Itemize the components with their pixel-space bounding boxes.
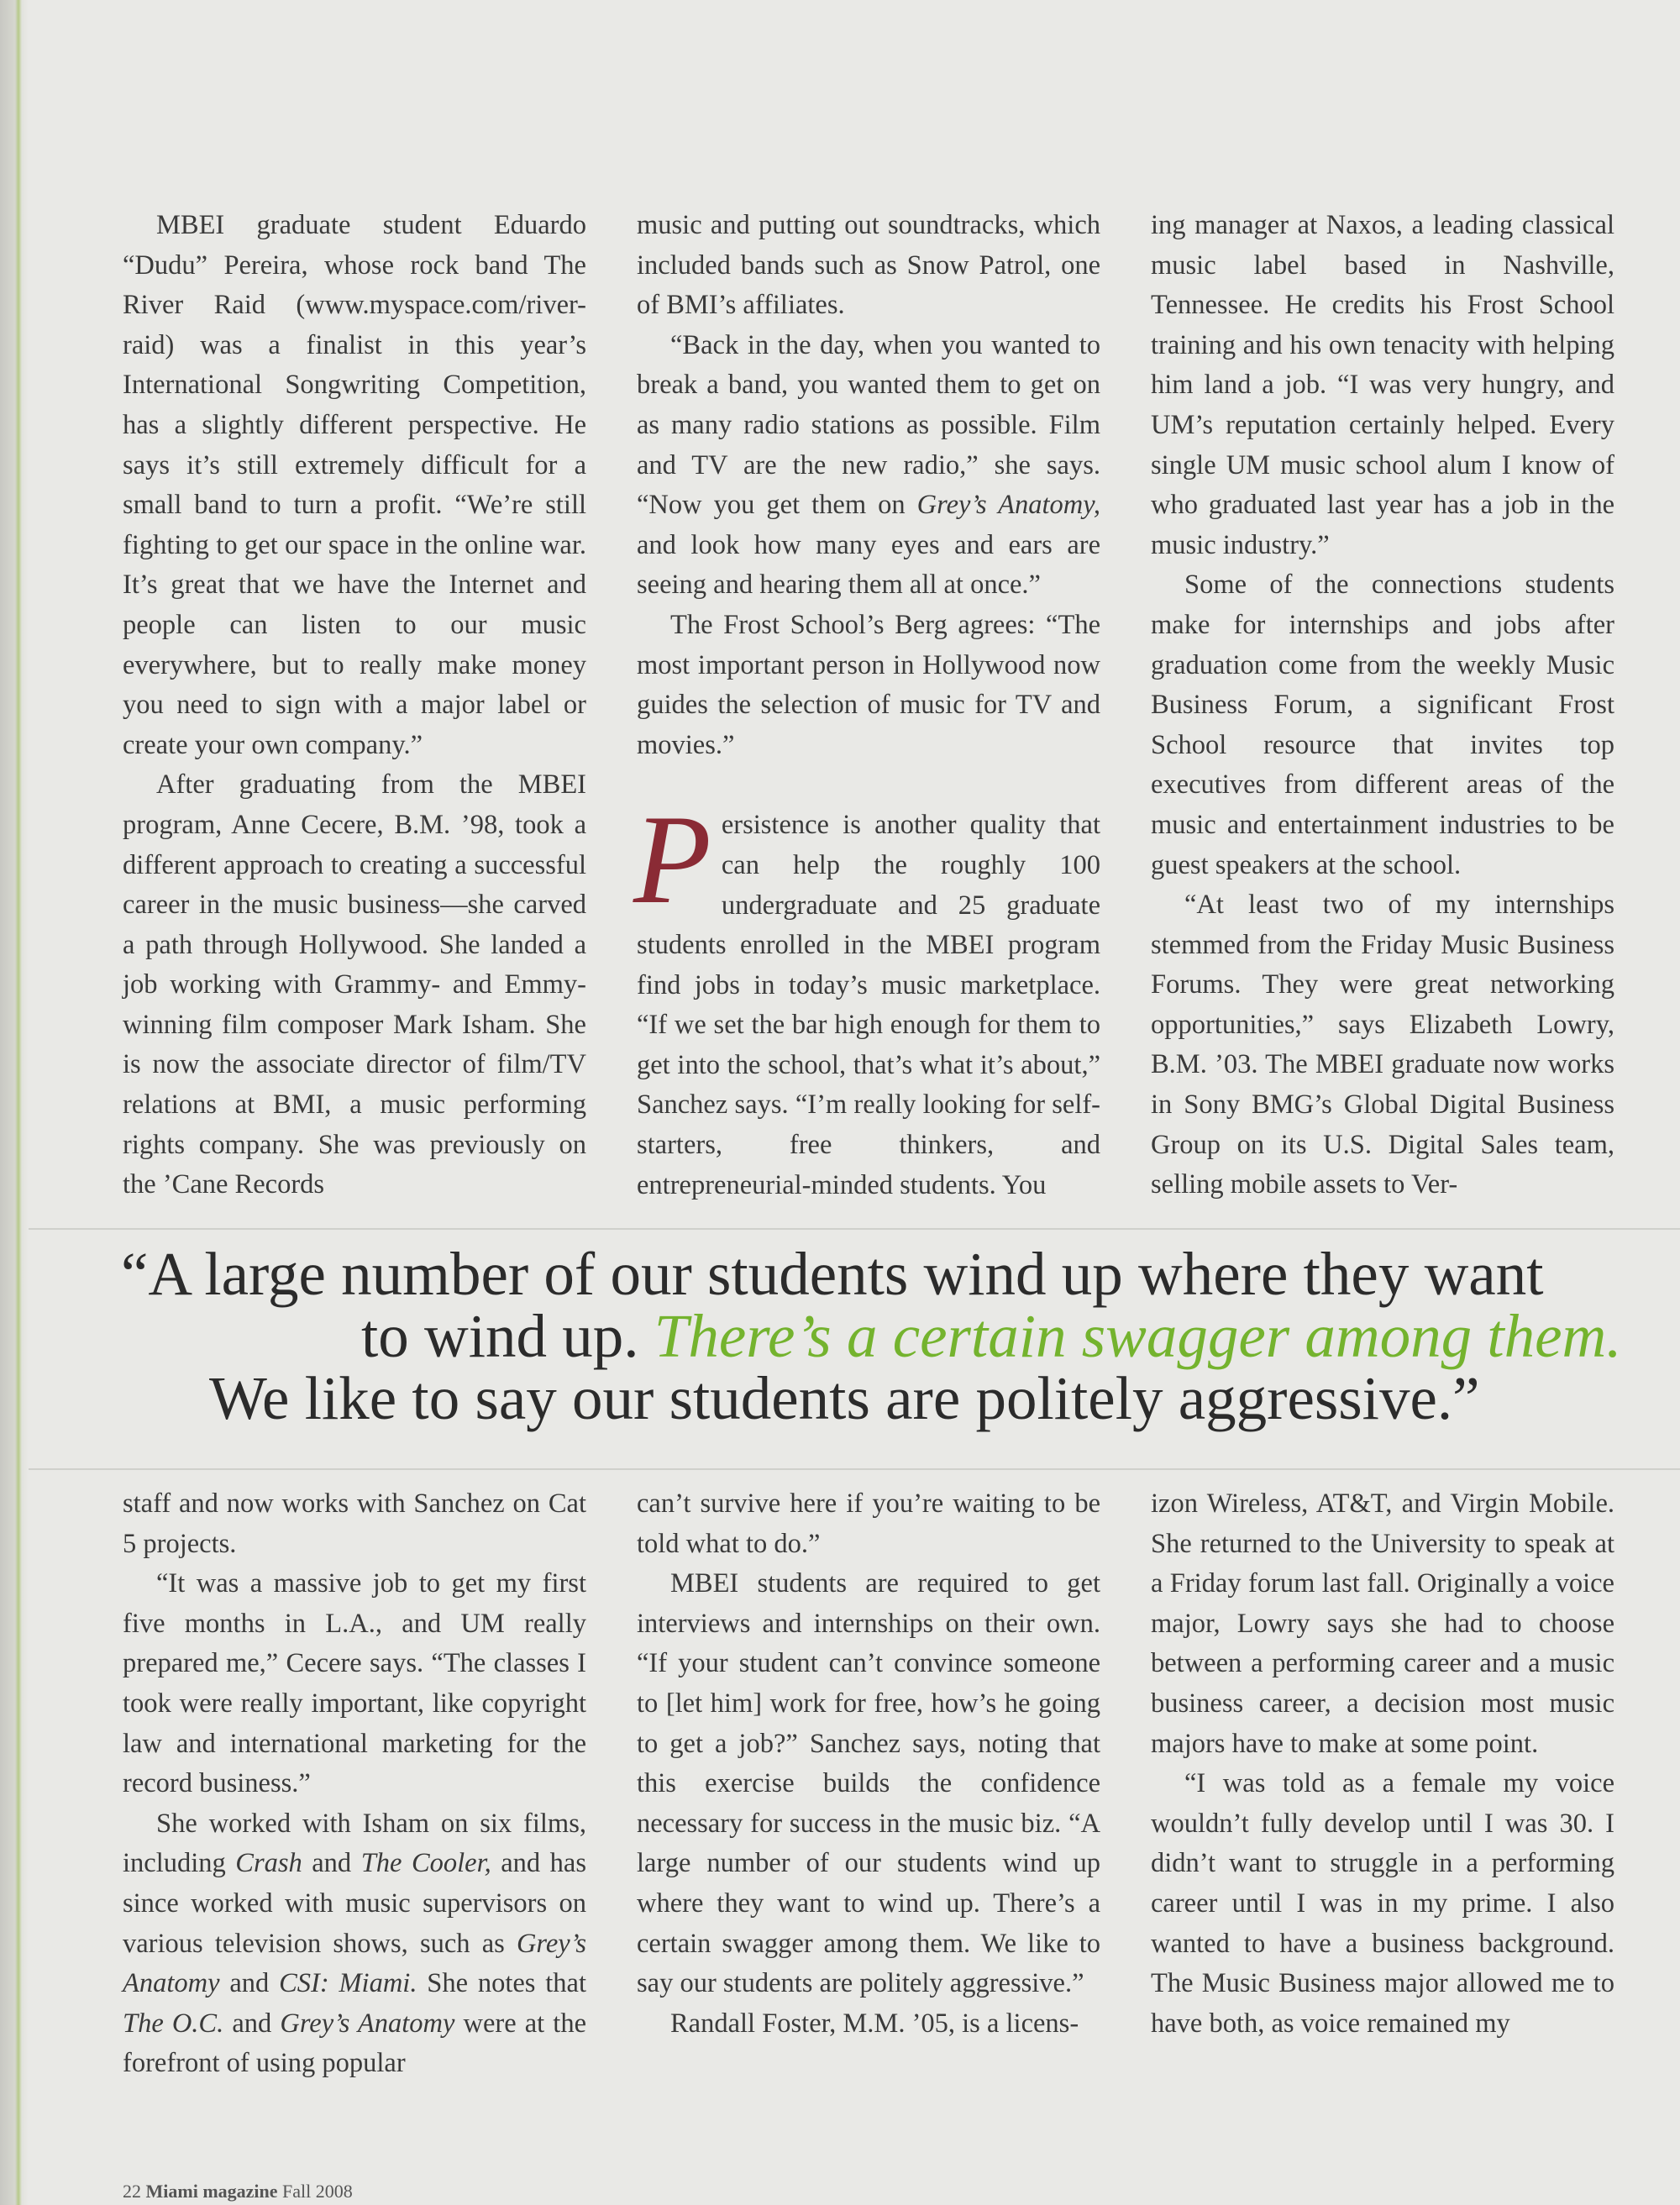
article-column-3 <box>1151 206 1614 1205</box>
page-footer <box>123 2181 353 2202</box>
italic-title: Grey’s Anatomy <box>280 2008 455 2039</box>
pull-quote-line-3: We like to say our students are politely aggressive.” <box>209 1364 1480 1432</box>
paragraph <box>123 1804 586 2084</box>
text-run: ersistence is another quality that can help the roughly 100 undergraduate and 25 graduate students enrolled in the MBEI program find jobs in today’s music marketplace. “If we set the bar high enough for them to get into the school, that’s what it’s about,” Sanchez says. “I’m really looking for self-starters, free thinkers, and entrepreneurial-minded students. You <box>637 810 1100 1200</box>
issue-date: Fall 2008 <box>282 2181 353 2202</box>
text-run: and <box>302 1848 361 1879</box>
paragraph: music and putting out soundtracks, which included bands such as Snow Patrol, one of BMI’s affiliates. <box>637 210 1100 321</box>
paragraph: izon Wireless, AT&T, and Virgin Mobile. She returned to the University to speak at a Friday forum last fall. Originally a voice major, Lowry says she had to choose between a performing career and a music business career, a decision most music majors have to make at some point. <box>1151 1488 1614 1759</box>
pull-quote <box>29 1233 1680 1468</box>
paragraph: MBEI students are required to get interviews and internships on their own. “If your student can’t convince someone to [let him] work for free, how’s he going to get a job?” Sanchez says, noting that this exercise builds the confidence necessary for success in the music biz. “A large number of our students wind up where they want to wind up. There’s a certain swagger among them. We like to say our students are politely aggressive.” <box>637 1568 1100 1999</box>
paragraph: After graduating from the MBEI program, Anne Cecere, B.M. ’98, took a different approach to creating a successful career in the music business—she carved a path through Hollywood. She landed a job working with Grammy- and Emmy-winning film composer Mark Isham. She is now the associate director of film/TV relations at BMI, a music performing rights company. She was previously on the ’Cane Records <box>123 769 586 1200</box>
paragraph <box>633 789 1100 1205</box>
article-column-2 <box>633 206 1100 1205</box>
text-run: and has since worked with music supervisors on various television shows, such as <box>123 1848 586 1959</box>
article-column-4 <box>123 1484 586 2084</box>
italic-title: Grey’s Anatomy, <box>916 490 1100 521</box>
paragraph: “It was a massive job to get my first five months in L.A., and UM really prepared me,” Cecere says. “The classes I took were really important, like copyright law and international marketing for the record business.” <box>123 1568 586 1799</box>
paragraph: “At least two of my internships stemmed from the Friday Music Business Forums. They were great networking opportunities,” says Elizabeth Lowry, B.M. ’03. The MBEI graduate now works in Sony BMG’s Global Digital Business Group on its U.S. Digital Sales team, selling mobile assets to Ver- <box>1151 890 1614 1200</box>
text-run: She notes that <box>417 1968 586 1999</box>
paragraph: The Frost School’s Berg agrees: “The most important person in Hollywood now guides the selection of music for TV and movies.” <box>637 609 1100 760</box>
page-spine <box>0 0 29 2205</box>
text-run: She worked with Isham on six films, including <box>123 1808 586 1879</box>
text-run: and <box>223 2008 281 2039</box>
italic-title: The Cooler, <box>360 1848 491 1879</box>
paragraph: Some of the connections students make for internships and jobs after graduation come from the weekly Music Business Forum, a significant Frost School resource that invites top executives from different areas of the music and entertainment industries to be guest speakers at the school. <box>1151 570 1614 880</box>
article-column-6 <box>1151 1484 1614 2044</box>
paragraph: can’t survive here if you’re waiting to be told what to do.” <box>637 1488 1100 1559</box>
magazine-name: Miami magazine <box>145 2181 278 2202</box>
paragraph: staff and now works with Sanchez on Cat 5 projects. <box>123 1488 586 1559</box>
pull-quote-line-1: “A large number of our students wind up where they want <box>121 1240 1544 1308</box>
paragraph: ing manager at Naxos, a leading classical music label based in Nashville, Tennessee. He credits his Frost School training and his own tenacity with helping him land a job. “I was very hungry, and UM’s reputation certainly helped. Every single UM music school alum I know of who graduated last year has a job in the music industry.” <box>1151 210 1614 560</box>
text-run: were at the forefront of using popular <box>123 2008 587 2079</box>
text-run: to wind up. <box>361 1302 654 1370</box>
pull-quote-line-2 <box>361 1304 1622 1369</box>
italic-title: The O.C. <box>123 2008 224 2039</box>
italic-title: CSI: Miami. <box>279 1968 417 1999</box>
drop-cap: P <box>633 789 711 931</box>
paragraph <box>637 326 1100 606</box>
paragraph: Randall Foster, M.M. ’05, is a licens- <box>670 2008 1079 2039</box>
text-run: and look how many eyes and ears are seeing and hearing them all at once.” <box>637 529 1100 601</box>
text-run: and <box>219 1968 280 1999</box>
paragraph: MBEI graduate student Eduardo “Dudu” Pereira, whose rock band The River Raid (www.myspace.com/river-raid) was a finalist in this year’s International Songwriting Competition, has a slightly different perspective. He says it’s still extremely difficult for a small band to turn a profit. “We’re still fighting to get our space in the online war. It’s great that we have the Internet and people can listen to our music everywhere, but to really make money you need to sign with a major label or create your own company.” <box>123 210 586 760</box>
paragraph: “I was told as a female my voice wouldn’t fully develop until I was 30. I didn’t want to struggle in a performing career until I was in my prime. I also wanted to have a business background. The Music Business major allowed me to have both, as voice remained my <box>1151 1768 1614 2039</box>
italic-title: Crash <box>235 1848 302 1879</box>
pullquote-bottom-rule <box>29 1468 1680 1470</box>
pullquote-top-rule <box>29 1228 1680 1230</box>
article-column-1 <box>123 206 586 1205</box>
italic-title: Grey’s Anatomy <box>123 1928 586 1999</box>
highlighted-quote: There’s a certain swagger among them. <box>654 1302 1622 1370</box>
page-number: 22 <box>123 2181 141 2202</box>
article-column-5 <box>637 1484 1100 2044</box>
text-run: “Back in the day, when you wanted to break a band, you wanted them to get on as many radio stations as possible. Film and TV are the new radio,” she says. “Now you get them on <box>637 329 1100 521</box>
